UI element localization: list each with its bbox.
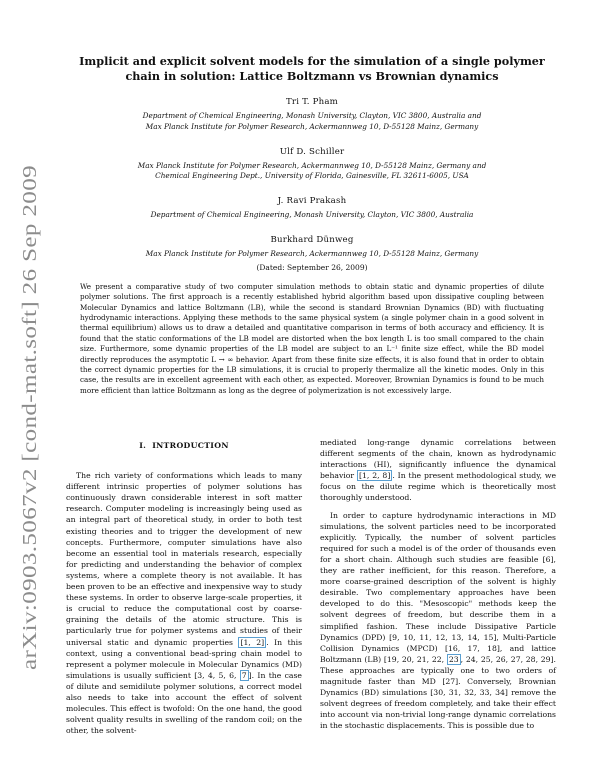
affiliation-line: Max Planck Institute for Polymer Research, Ackermannweg 10, D-55128 Mainz, Germany and — [137, 160, 487, 170]
body-columns — [64, 437, 560, 776]
author-affiliation — [64, 210, 560, 221]
body-paragraph — [320, 510, 556, 732]
section-number: I. — [139, 441, 147, 450]
section-heading — [66, 440, 302, 451]
citation-link[interactable]: [1, 2, 8] — [359, 471, 391, 481]
paragraph-text: , 24, 25, 26, 27, 28, 29]. These approaches are typically one to two orders of magnitude faster than MD [27]. Conversely, Brownian Dynamics (BD) simulations [30, 31, 32, 33, 34] remove the solvent degrees of freedom completely, and take their effect into account via non-trivial long-range dynamic correlations in the stochastic displacements. This is possible due to — [320, 654, 556, 731]
affiliation-line: Chemical Engineering Dept., University of Florida, Gainesville, FL 32611-6005, USA — [155, 171, 469, 181]
author-affiliation — [64, 161, 560, 183]
arxiv-identifier-stamp — [6, 150, 50, 670]
paper-title: Implicit and explicit solvent models for the simulation of a single polymer chain in solution: Lattice Boltzmann vs Brownian dynamics — [79, 54, 545, 83]
paragraph-text: . In the present methodological study, we focus on the dilute regime which is theoretically most thoroughly understood. — [320, 471, 556, 503]
affiliation-line: Max Planck Institute for Polymer Research, Ackermannweg 10, D-55128 Mainz, Germany — [145, 248, 479, 258]
citation-link[interactable]: 23 — [448, 654, 459, 664]
affiliation-line: Department of Chemical Engineering, Monash University, Clayton, VIC 3800, Australia and — [142, 111, 482, 120]
author-list — [64, 97, 560, 260]
paragraph-text: ]. In the case of dilute and semidilute polymer solutions, a correct model also needs to take into account the effect of solvent molecules. This effect is twofold: On the one hand, the good solvent quality results in swelling of the random coil; on the other, the solvent- — [66, 670, 302, 736]
author-affiliation — [64, 111, 560, 133]
citation-link[interactable]: [1, 2] — [240, 637, 265, 647]
affiliation-line: Department of Chemical Engineering, Monash University, Clayton, VIC 3800, Australia — [150, 210, 474, 220]
body-paragraph — [66, 470, 302, 736]
left-column — [66, 437, 302, 736]
affiliation-line: Max Planck Institute for Polymer Research, Ackermannweg 10, D-55128 Mainz, Germany — [145, 121, 479, 131]
left-paragraphs — [66, 470, 302, 736]
author-affiliation — [64, 249, 560, 260]
author-name: Tri T. Pham — [285, 97, 339, 107]
paragraph-text: mediated long-range dynamic correlations between different segments of the chain, known as hydrodynamic interactions (HI), significantly influence the dynamical behavior — [320, 438, 556, 481]
abstract: We present a comparative study of two computer simulation methods to obtain static and dynamic properties of dilute polymer solutions. The first approach is a recently established hybrid algorithm based upon dissipative coupling between Molecular Dynamics and lattice Boltzmann (LB), while the second is standard Brownian Dynamics (BD) with fluctuating hydrodynamic interactions. Applying these methods to the same physical system (a single polymer chain in a good solvent in thermal equilibrium) allows us to draw a detailed and quantitative comparison in terms of both accuracy and efficiency. It is found that the static conformations of the LB model are distorted when the box length L is too small compared to the chain size. Furthermore, some dynamic properties of the LB model are subject to an L⁻¹ finite size effect, while the BD model directly reproduces the asymptotic L → ∞ behavior. Apart from these finite size effects, it is also found that in order to obtain the correct dynamic properties for the LB simulations, it is crucial to properly thermalize all the kinetic modes. Only in this case, the results are in excellent agreement with each other, as expected. Moreover, Brownian Dynamics is found to be much more efficient than lattice Boltzmann as long as the degree of polymerization is not excessively large. — [80, 281, 544, 395]
paper-date: (Dated: September 26, 2009) — [256, 262, 368, 272]
paper-page — [64, 46, 560, 736]
body-paragraph — [320, 437, 556, 504]
section-title: INTRODUCTION — [152, 441, 229, 450]
arxiv-stamp-text: arXiv:0903.5067v2 [cond-mat.soft] 26 Sep 2009 — [19, 256, 41, 670]
paragraph-text: In order to capture hydrodynamic interactions in MD simulations, the solvent particles need to be incorporated explicitly. Typically, the number of solvent particles required for such a model is of the order of thousands even for a short chain. Although such studies are feasible [6], they are rather inefficient, for this reason. Therefore, a more coarse-grained description of the solvent is highly desirable. Two complementary approaches have been developed to do this. "Mesoscopic" methods keep the solvent degrees of freedom, but describe them in a simplified fashion. These include Dissipative Particle Dynamics (DPD) [9, 10, 11, 12, 13, 14, 15], Multi-Particle Collision Dynamics (MPCD) [16, 17, 18], and lattice Boltzmann (LB) [19, 20, 21, 22, — [320, 510, 556, 664]
paragraph-text: The rich variety of conformations which leads to many different intrinsic properties of polymer solutions has continuously drawn considerable interest in soft matter research. Computer modeling is increasingly being used as an integral part of theoretical study, in order to both test existing theories and to trigger the development of new concepts. Furthermore, computer simulations have also become an essential tool in materials research, especially for predicting and understanding the behavior of complex systems, where a complete theory is not available. It has been proven to be an effective and inexpensive way to study these systems. In order to observe large-scale properties, it is crucial to reduce the computational cost by coarse-graining the details of the atomic structure. This is particularly true for polymer systems and studies of their universal static and dynamic properties — [66, 471, 302, 647]
right-paragraphs — [320, 437, 556, 731]
right-column — [320, 437, 556, 731]
author-name: J. Ravi Prakash — [277, 196, 347, 207]
author-name: Ulf D. Schiller — [279, 146, 345, 157]
citation-link[interactable]: 7 — [241, 670, 247, 680]
paragraph-text: . In this context, using a conventional bead-spring chain model to represent a polymer molecule in Molecular Dynamics (MD) simulations is usually sufficient [3, 4, 5, 6, — [66, 637, 303, 680]
author-name: Burkhard Dünweg — [270, 234, 354, 245]
